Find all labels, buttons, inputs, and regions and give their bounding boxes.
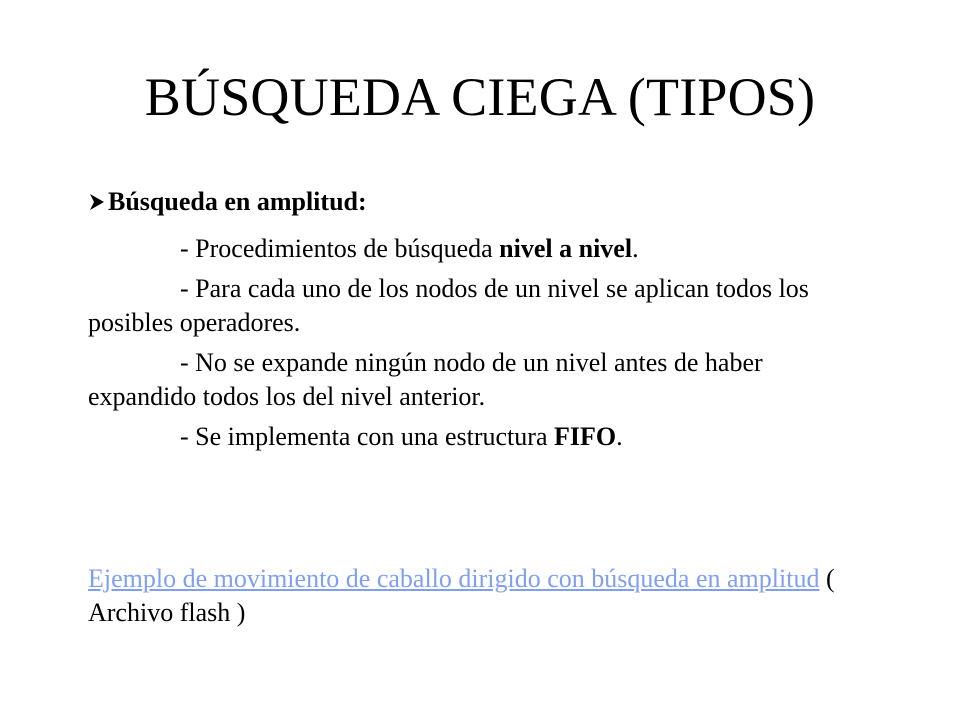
paragraph-4 [88,420,848,454]
example-link-block [88,562,848,630]
paragraph-1-bold: nivel a nivel [499,234,633,263]
paragraph-1-end: . [632,234,639,263]
paragraph-3 [88,346,848,414]
paragraph-2 [88,272,848,340]
paragraph-4-bold: FIFO [553,422,617,451]
arrow-bullet-icon [88,191,106,213]
paragraph-2-text: - Para cada uno de los nodos de un nivel se aplican todos los posibles operadores. [88,274,809,337]
section-heading-text: Búsqueda en amplitud: [108,187,367,216]
slide-title: BÚSQUEDA CIEGA (TIPOS) [144,67,816,127]
section-heading [88,180,848,224]
link-suffix: ( Archivo flash ) [88,564,835,627]
slide-content [88,180,848,460]
paragraph-1 [88,232,848,266]
paragraph-4-end: . [616,422,623,451]
paragraph-1-text: - Procedimientos de búsqueda [180,234,500,263]
paragraph-3-text: - No se expande ningún nodo de un nivel antes de haber expandido todos los del nivel anterior. [88,348,763,411]
paragraph-4-text: - Se implementa con una estructura [180,422,554,451]
example-link[interactable]: Ejemplo de movimiento de caballo dirigido con búsqueda en amplitud [88,564,820,593]
